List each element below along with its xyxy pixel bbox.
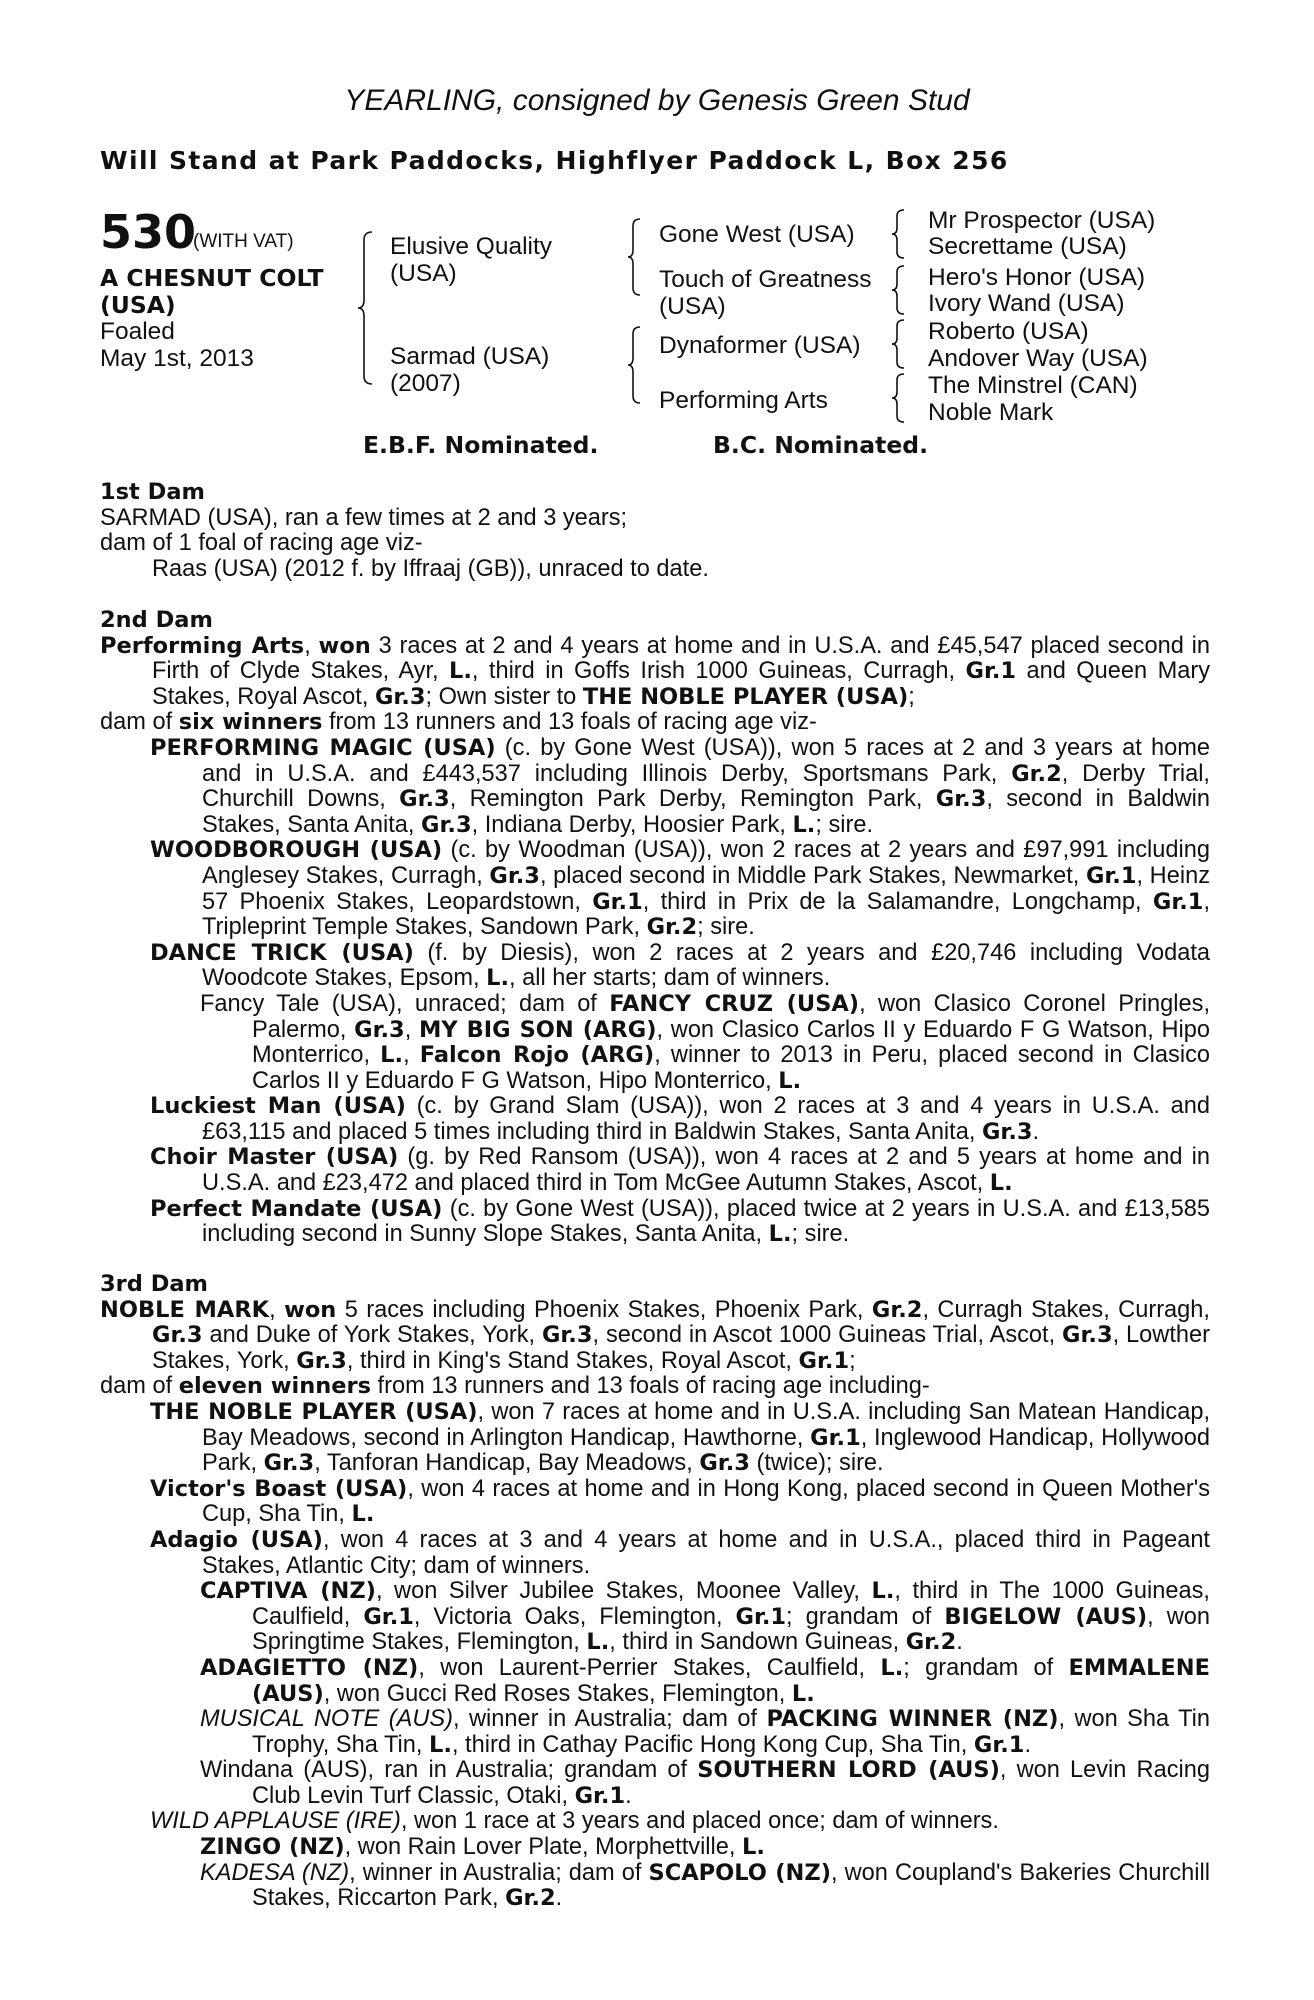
- produce-performing-magic: PERFORMING MAGIC (USA) (c. by Gone West (USA)), won 5 races at 2 and 3 years at home and in U.S.A. and £443,537 including Illinois Derby, Sportsmans Park, Gr.2, Derby Trial, Churchill Downs, Gr.3, Remington Park Derby, Remington Park, Gr.3, second in Baldwin Stakes, Santa Anita, Gr.3, Indiana Derby, Hoosier Park, L.; sire.: [150, 734, 1210, 838]
- produce-adagio: Adagio (USA), won 4 races at 3 and 4 years at home and in U.S.A., placed third in Pageant Stakes, Atlantic City; dam of winners.: [150, 1526, 1210, 1579]
- first-dam-line-1: SARMAD (USA), ran a few times at 2 and 3 years;: [100, 504, 628, 531]
- dam-line-brace: [628, 324, 644, 406]
- stabling-location: Will Stand at Park Paddocks, Highflyer Paddock L, Box 256: [100, 146, 1009, 175]
- g4-4a: The Minstrel (CAN): [928, 372, 1138, 399]
- second-dam-record: Performing Arts, won 3 races at 2 and 4 years at home and in U.S.A. and £45,547 placed second in Firth of Clyde Stakes, Ayr, L., third in Goffs Irish 1000 Guineas, Curragh, Gr.1 and Queen Mary Stakes, Royal Ascot, Gr.3; Own sister to THE NOBLE PLAYER (USA);: [100, 632, 1211, 710]
- foaled-date: May 1st, 2013: [100, 345, 254, 372]
- first-dam-line-2: dam of 1 foal of racing age viz-: [100, 530, 423, 557]
- page-title: YEARLING, consigned by Genesis Green Stud: [344, 84, 970, 117]
- ebf-nomination: E.B.F. Nominated.: [363, 431, 599, 459]
- granddaughter-fancy-tale: Fancy Tale (USA), unraced; dam of FANCY CRUZ (USA), won Clasico Coronel Pringles, Palermo, Gr.3, MY BIG SON (ARG), won Clasico Carlos II y Eduardo F G Watson, Hipo Monterrico, L., Falcon Rojo (ARG), winner to 2013 in Peru, placed second in Clasico Carlos II y Eduardo F G Watson, Hipo Monterrico, L.: [200, 990, 1210, 1094]
- g4-brace-4: [892, 372, 908, 424]
- dam-sire: Dynaformer (USA): [659, 332, 861, 359]
- g4-3a: Roberto (USA): [928, 318, 1089, 345]
- sire-dam-name: Touch of Greatness: [659, 266, 872, 293]
- g4-brace-2: [892, 264, 908, 316]
- g4-2a: Hero's Honor (USA): [928, 264, 1146, 291]
- lot-number: 530: [100, 205, 197, 259]
- g4-1a: Mr Prospector (USA): [928, 207, 1156, 234]
- bc-nomination: B.C. Nominated.: [713, 431, 929, 459]
- produce-victors-boast: Victor's Boast (USA), won 4 races at home and in Hong Kong, placed second in Queen Mother's Cup, Sha Tin, L.: [150, 1475, 1211, 1528]
- produce-dance-trick: DANCE TRICK (USA) (f. by Diesis), won 2 races at 2 years and £20,746 including Vodata Woodcote Stakes, Epsom, L., all her starts; dam of winners.: [150, 939, 1210, 992]
- g4-3b: Andover Way (USA): [928, 345, 1148, 372]
- produce-wild-applause: WILD APPLAUSE (IRE), won 1 race at 3 years and placed once; dam of winners.: [150, 1808, 999, 1835]
- g4-4b: Noble Mark: [928, 399, 1054, 426]
- granddaughter-windana: Windana (AUS), ran in Australia; grandam of SOUTHERN LORD (AUS), won Levin Racing Club Levin Turf Classic, Otaki, Gr.1.: [200, 1757, 1210, 1809]
- second-dam-heading: 2nd Dam: [100, 607, 213, 633]
- produce-perfect-mandate: Perfect Mandate (USA) (c. by Gone West (USA)), placed twice at 2 years in U.S.A. and £13,585 including second in Sunny Slope Stakes, Santa Anita, L.; sire.: [150, 1195, 1210, 1248]
- granddaughter-musical-note: MUSICAL NOTE (AUS), winner in Australia; dam of PACKING WINNER (NZ), won Sha Tin Trophy, Sha Tin, L., third in Cathay Pacific Hong Kong Cup, Sha Tin, Gr.1.: [200, 1706, 1210, 1758]
- first-dam-heading: 1st Dam: [100, 479, 205, 505]
- dam-foaled-year: (2007): [390, 370, 461, 397]
- produce-luckiest-man: Luckiest Man (USA) (c. by Grand Slam (USA)), won 2 races at 3 and 4 years in U.S.A. and £63,115 and placed 5 times including third in Baldwin Stakes, Santa Anita, Gr.3.: [150, 1093, 1210, 1145]
- sire-dam-brace: [358, 228, 378, 388]
- lot-description: A CHESNUT COLT: [100, 264, 324, 292]
- granddaughter-captiva: CAPTIVA (NZ), won Silver Jubilee Stakes, Moonee Valley, L., third in The 1000 Guineas, Caulfield, Gr.1, Victoria Oaks, Flemington, Gr.1; grandam of BIGELOW (AUS), won Springtime Stakes, Flemington, L., third in Sandown Guineas, Gr.2.: [200, 1578, 1210, 1656]
- sire-sire: Gone West (USA): [659, 221, 855, 248]
- vat-note: (WITH VAT): [193, 231, 294, 252]
- produce-woodborough: WOODBOROUGH (USA) (c. by Woodman (USA)), won 2 races at 2 years and £97,991 including Anglesey Stakes, Curragh, Gr.3, placed second in Middle Park Stakes, Newmarket, Gr.1, Heinz 57 Phoenix Stakes, Leopardstown, Gr.1, third in Prix de la Salamandre, Longchamp, Gr.1, Tripleprint Temple Stakes, Sandown Park, Gr.2; sire.: [150, 837, 1210, 941]
- third-dam-heading: 3rd Dam: [100, 1271, 208, 1297]
- first-dam-section: [100, 480, 1210, 582]
- second-dam-section: [100, 608, 1210, 1248]
- dam-name: Sarmad (USA): [390, 343, 550, 370]
- sire-name: Elusive Quality: [390, 233, 553, 260]
- first-dam-line-3: Raas (USA) (2012 f. by Iffraaj (GB)), unraced to date.: [152, 555, 709, 582]
- produce-the-noble-player: THE NOBLE PLAYER (USA), won 7 races at home and in U.S.A. including San Matean Handicap, Bay Meadows, second in Arlington Handicap, Hawthorne, Gr.1, Inglewood Handicap, Hollywood Park, Gr.3, Tanforan Handicap, Bay Meadows, Gr.3 (twice); sire.: [150, 1398, 1211, 1477]
- dam-dam: Performing Arts: [659, 387, 828, 414]
- granddaughter-adagietto: ADAGIETTO (NZ), won Laurent-Perrier Stakes, Caulfield, L.; grandam of EMMALENE (AUS), won Gucci Red Roses Stakes, Flemington, L.: [200, 1654, 1210, 1707]
- g4-2b: Ivory Wand (USA): [928, 290, 1125, 317]
- g4-brace-3: [892, 318, 908, 370]
- g4-brace-1: [892, 208, 908, 260]
- sire-origin: (USA): [390, 260, 457, 287]
- third-dam-section: [100, 1272, 1210, 1912]
- granddaughter-zingo: ZINGO (NZ), won Rain Lover Plate, Morphettville, L.: [200, 1834, 765, 1861]
- produce-choir-master: Choir Master (USA) (g. by Red Ransom (USA)), won 4 races at 2 and 5 years at home and in U.S.A. and £23,472 and placed third in Tom McGee Autumn Stakes, Ascot, L.: [150, 1144, 1210, 1197]
- foaled-label: Foaled: [100, 318, 175, 345]
- sire-dam-origin: (USA): [659, 293, 726, 320]
- sire-line-brace: [628, 216, 644, 298]
- lot-origin: (USA): [100, 291, 176, 319]
- third-dam-produce-summary: dam of eleven winners from 13 runners and 13 foals of racing age including-: [100, 1373, 930, 1400]
- third-dam-record: NOBLE MARK, won 5 races including Phoenix Stakes, Phoenix Park, Gr.2, Curragh Stakes, Curragh, Gr.3 and Duke of York Stakes, York, Gr.3, second in Ascot 1000 Guineas Trial, Ascot, Gr.3, Lowther Stakes, York, Gr.3, third in King's Stand Stakes, Royal Ascot, Gr.1;: [100, 1296, 1210, 1374]
- granddaughter-kadesa: KADESA (NZ), winner in Australia; dam of SCAPOLO (NZ), won Coupland's Bakeries Churchill Stakes, Riccarton Park, Gr.2.: [200, 1859, 1210, 1912]
- second-dam-produce-summary: dam of six winners from 13 runners and 13 foals of racing age viz-: [100, 709, 817, 736]
- g4-1b: Secrettame (USA): [928, 233, 1127, 260]
